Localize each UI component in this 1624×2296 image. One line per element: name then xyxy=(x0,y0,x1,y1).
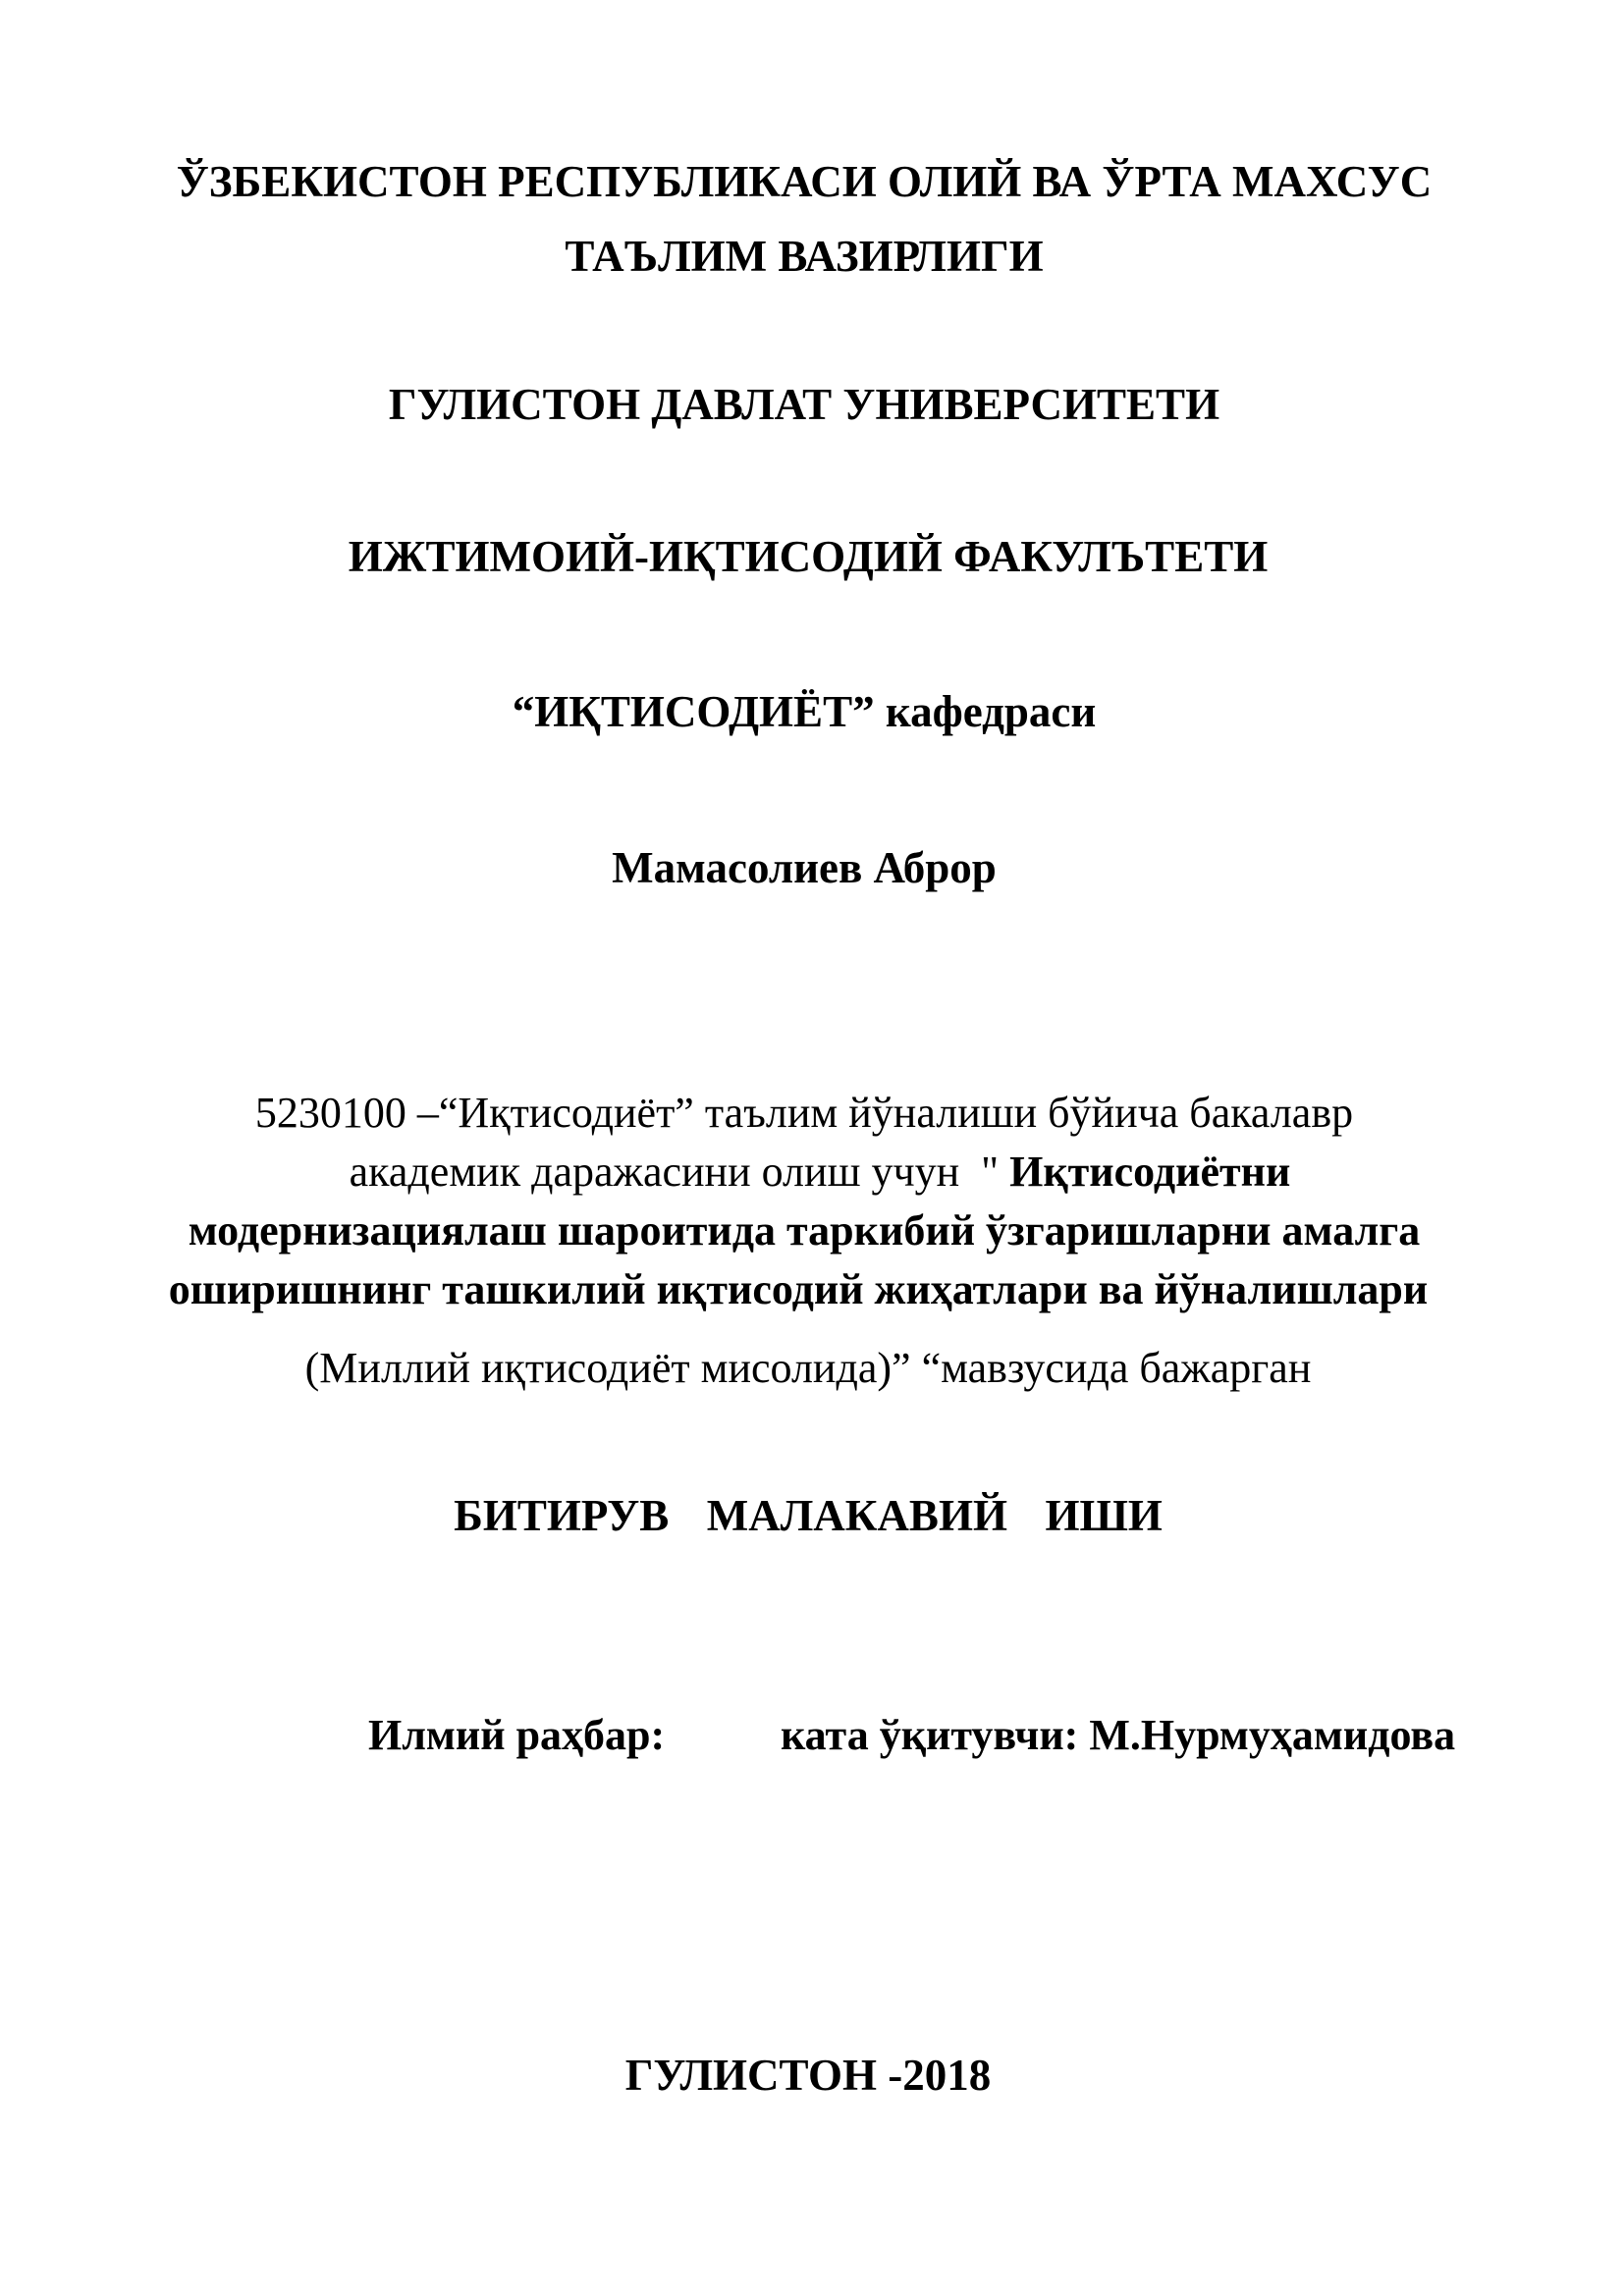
topic-line-4: оширишнинг ташкилий иқтисодий жиҳатлари ва йўналишлари xyxy=(168,1265,1429,1313)
department-line xyxy=(0,687,1616,736)
topic-line-2-plain: академик даражасини олиш учун " xyxy=(349,1148,1010,1196)
place-year: ГУЛИСТОН -2018 xyxy=(624,2051,992,2100)
topic-line-2-bold: Иқтисодиётни xyxy=(1009,1148,1291,1196)
department-suffix: кафедраси xyxy=(874,687,1097,736)
supervisor-line xyxy=(368,1711,1456,1759)
faculty-name: ИЖТИМОИЙ-ИҚТИСОДИЙ ФАКУЛЪТЕТИ xyxy=(348,532,1269,581)
supervisor-value: ката ўқитувчи: М.Нурмуҳамидова xyxy=(781,1711,1456,1759)
university-name: ГУЛИСТОН ДАВЛАТ УНИВЕРСИТЕТИ xyxy=(388,380,1220,429)
work-type: БИТИРУВ МАЛАКАВИЙ ИШИ xyxy=(454,1491,1163,1540)
topic-line-1: 5230100 –“Иқтисодиёт” таълим йўналиши бўйича бакалавр xyxy=(254,1089,1354,1137)
ministry-line-1: ЎЗБЕКИСТОН РЕСПУБЛИКАСИ ОЛИЙ ВА ЎРТА МАХСУС xyxy=(176,157,1433,206)
author-name: Мамасолиев Аброр xyxy=(612,843,997,892)
topic-line-2 xyxy=(8,1150,1624,1194)
topic-line-5: (Миллий иқтисодиёт мисолида)” “мавзусида бажарган xyxy=(304,1344,1312,1392)
ministry-line-2: ТАЪЛИМ ВАЗИРЛИГИ xyxy=(565,232,1044,281)
department-name: “ИҚТИСОДИЁТ” xyxy=(512,687,875,736)
topic-line-3: модернизациялаш шароитида таркибий ўзгаришларни амалга xyxy=(188,1206,1421,1255)
supervisor-label: Илмий раҳбар: xyxy=(368,1711,666,1759)
